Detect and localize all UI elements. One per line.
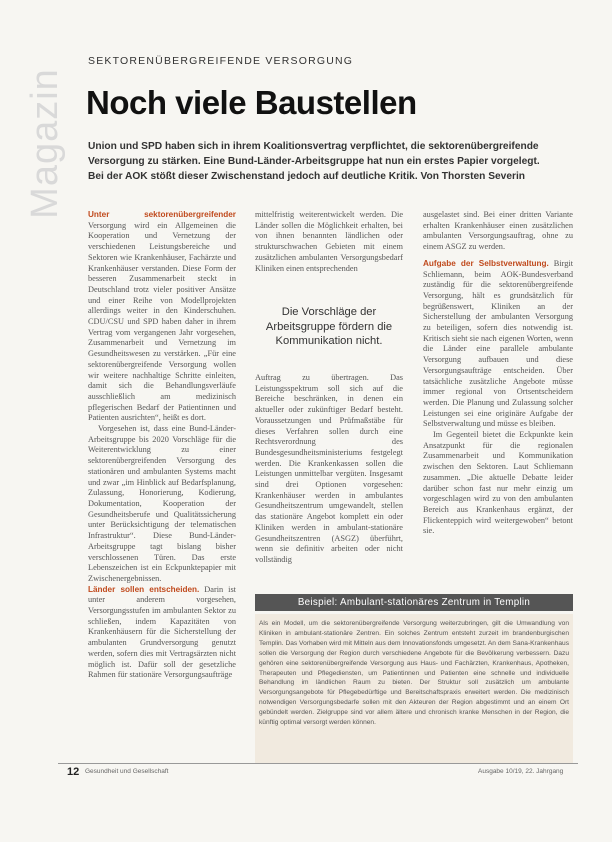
column-2-top [255,210,403,300]
subheading: Länder sollen entscheiden. [88,584,200,594]
body-text: mittelfristig weiterentwickelt werden. Die Länder sollen die Möglichkeit erhalten, bei von ihnen benannten ländlichen oder strukturschwachen Gebieten mit einem zusätzlichen ambulanten Versorgungsbedarf Kliniken einen entsprechenden [255,210,403,273]
body-text: Darin ist unter anderem vorgesehen, Versorgungsstufen im ambulanten Sektor zu schließen, indem Kapazitäten von Krankenhäusern für die Sicherstellung der ambulanten Grundversorgung genutzt werden, sofern dies mit Vertragsärzten nicht möglich ist. Dafür soll der gesetzliche Rahmen für stationäre Versorgungsaufträge [88,584,236,680]
body-text: Auftrag zu übertragen. Das Leistungsspektrum soll sich auf die Bereiche beschränken, in denen ein aktueller oder zukünftiger Bedarf besteht. Voraussetzungen und Prüfmaßstäbe für dieses Verfahren sollen durch eine Rechtsverordnung des Bundesgesundheitsministeriums festgelegt werden. Die Krankenkassen sollen die Leistungen unmittelbar vergüten. Insgesamt sind drei Optionen vorgesehen: Krankenhäuser werden in ambulantes Gesundheitszentrum umgewandelt, stellen das stationäre Angebot komplett ein oder Kliniken werden in ambulant-stationäre Gesundheitszentren (ASGZ) überführt, wenn sie definitiv arbeiten oder nicht vollständig [255,373,403,564]
column-2-bottom [255,373,403,579]
body-text: Im Gegenteil bietet die Eckpunkte kein Ansatzpunkt für die regionalen Zusammenarbeit und Kommunikation zwischen den Sektoren. Laut Schliemann zusammen. „Die aktuelle Debatte leider darüber schon fast nur mehr einzig um vorgeschlagen wird zu von den ambulanten Bereich aus Krankenhaus ergänzt, der Flickenteppich wird weitergewoben“ betont sie. [423,430,573,536]
body-text: Versorgung wird ein Allgemeinen die Kooperation und Vernetzung der verschiedenen Leistungsbereiche und Sektoren wie Krankenhäuser, Fachärzte und Krankenhäuser verstanden. Diese Form der besseren Zusammenarbeit steckt in Deutschland trotz vieler positiver Ansätze und einer Reihe von Modellprojekten allerdings weiter in den Kinderschuhen. CDU/CSU und SPD haben daher in ihrem Vertrag vom vergangenen Jahr vorgesehen, Zusammenarbeit und Vernetzung im Gesundheitswesen zu verstärken. „Für eine sektorenübergreifende Versorgung wollen wir weitere nachhaltige Schritte einleiten, damit sich die Behandlungsverläufe ausschließlich am medizinisch pflegerischen Bedarf der Patientinnen und Patienten ausrichten“, heißt es dort. [88,220,236,423]
footer-divider [58,763,578,764]
kicker: SEKTORENÜBERGREIFENDE VERSORGUNG [88,55,354,67]
page-number: 12 [67,766,80,778]
section-tab [23,60,66,220]
box-text: Als ein Modell, um die sektorenübergreifende Versorgung weiterzubringen, gilt die Umwandlung von Kliniken in ambulant-stationäre Zentren. Ein solches Zentrum entsteht zurzeit im brandenburgischen Templin. Das Vorhaben wird mit Mitteln aus dem Innovationsfonds umgesetzt. An dem Sana-Krankenhaus sollen die Versorgung der Region durch verschiedene Angebote für die Bevölkerung verbessern. Dazu gehören eine sektorenübergreifende Versorgung aus Haus- und Fachärzten, Krankenhaus, Apotheken, Therapeuten und Pflegediensten, um Patientinnen und Patienten eine schnelle und individuelle Behandlung im ländlichen Raum zu bieten. Der Struktur soll zusätzlich um ambulante Versorgungsangebote für Pflegebedürftige und Bereitschaftspraxis erweitert werden. Die medizinisch notwendigen Versorgungsbedarfe sollen mit den Akteuren der Region abgestimmt und an einem Ort gebündelt werden. Zielgruppe sind vor allem ältere und chronisch kranke Menschen in der Region, die künftig optimal versorgt werden können. [259,620,569,727]
example-box [255,614,573,764]
issue-info: Ausgabe 10/19, 22. Jahrgang [478,768,564,775]
box-heading: Beispiel: Ambulant-stationäres Zentrum in Templin [255,594,573,611]
pull-quote: Die Vorschläge der Arbeitsgruppe fördern die Kommunikation nicht. [265,306,393,347]
subheading: Unter sektorenübergreifender [88,210,236,219]
column-1 [88,210,236,750]
body-text: Birgit Schliemann, beim AOK-Bundesverband zuständig für die sektorenübergreifende Versorgung, hält es grundsätzlich für begrüßenswert, Kliniken an der Sicherstellung der ambulanten Versorgung zu beteiligen, sofern dies notwendig ist. Kritisch sieht sie nach eigenen Worten, wenn die Länder eine parallele ambulante Versorgung aufbauen und diese Versorgungsaufträge entscheiden. Über tatsächliche zusätzliche Angebote müsse immer regional von Ortsentscheidern werden. Die Planung und Zulassung solcher Leistungen sei eine originäre Aufgabe der Selbstverwaltung und müsse es bleiben. [423,258,573,429]
subheading: Aufgabe der Selbstverwaltung. [423,258,549,268]
section-label: Magazin [23,68,66,219]
column-3 [423,210,573,580]
body-text: ausgelastet sind. Bei einer dritten Variante erhalten Krankenhäuser einen zusätzlichen ambulanten Versorgungsauftrag, ohne zu einem ASGZ zu werden. [423,210,573,252]
body-text: Vorgesehen ist, dass eine Bund-Länder-Arbeitsgruppe bis 2020 Vorschläge für die Weiterentwicklung zu einer sektorenübergreifenden Versorgung des stationären und ambulanten Systems macht und zwar „im Hinblick auf Bedarfsplanung, Zulassung, Honorierung, Kodierung, Dokumentation, Kooperation der Gesundheitsberufe und Qualitätssicherung unter Berücksichtigung der telematischen Infrastruktur“. Diese Bund-Länder-Arbeitsgruppe tagt bislang bisher verschlossenen Türen. Das erste Lebenszeichen ist ein Eckpunktepapier mit Zwischenergebnissen. [88,424,236,583]
article-title: Noch viele Baustellen [86,84,417,121]
article-lead: Union und SPD haben sich in ihrem Koalitionsvertrag verpflichtet, die sektorenübergreifende Versorgung zu stärken. Eine Bund-Länder-Arbeitsgruppe hat nun ein erstes Papier vorgelegt. Bei der AOK stößt dieser Zwischenstand jedoch auf deutliche Kritik. Von Thorsten Severin [88,141,540,182]
publication-name: Gesundheit und Gesellschaft [85,768,169,775]
